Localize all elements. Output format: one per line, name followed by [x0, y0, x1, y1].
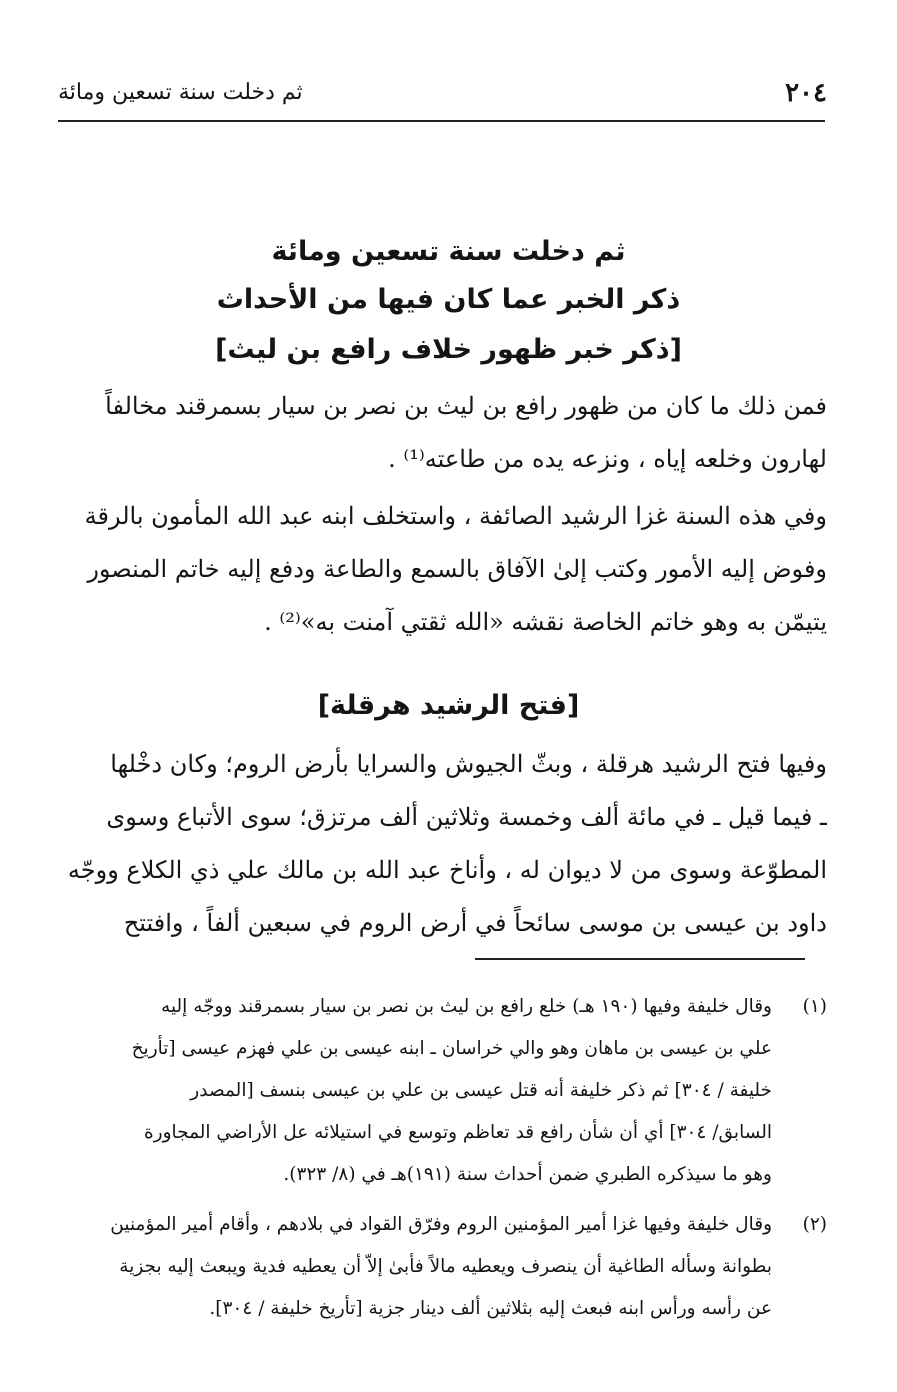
- text-line: لهارون وخلعه إياه ، ونزعه يده من طاعته⁽¹⁾ .: [388, 445, 827, 473]
- footnote-line: وهو ما سيذكره الطبري ضمن أحداث سنة (١٩١)هـ في (٨/ ٣٢٣).: [283, 1164, 772, 1185]
- heraclea-section-heading: [فتح الرشيد هرقلة]: [317, 690, 580, 721]
- footnote-rule: [475, 958, 805, 960]
- text-line: داود بن عيسى بن موسى سائحاً في أرض الروم في سبعين ألفاً ، وافتتح: [123, 909, 827, 937]
- footnote-marker: (٢): [802, 1214, 827, 1235]
- footnote-line: خليفة / ٣٠٤] ثم ذكر خليفة أنه قتل عيسى بن علي بن عيسى بنسف [المصدر: [190, 1080, 772, 1101]
- events-title: ذكر الخبر عما كان فيها من الأحداث: [216, 284, 681, 315]
- footnote-line: وقال خليفة وفيها غزا أمير المؤمنين الروم وفرّق القواد في بلادهم ، وأقام أمير المؤمنين: [110, 1214, 772, 1235]
- year-title: ثم دخلت سنة تسعين ومائة: [271, 236, 626, 267]
- footnote-line: وقال خليفة وفيها (١٩٠ هـ) خلع رافع بن ليث بن نصر بن سيار بسمرقند ووجّه إليه: [161, 996, 772, 1017]
- rafi-paragraph: [58, 380, 827, 486]
- running-title: ثم دخلت سنة تسعين ومائة: [58, 80, 303, 105]
- text-line: وفوض إليه الأمور وكتب إلىٰ الآفاق بالسمع والطاعة ودفع إليه خاتم المنصور: [87, 555, 827, 583]
- footnote-1: [58, 986, 827, 1196]
- footnote-body: [58, 986, 772, 1196]
- footnote-line: علي بن عيسى بن ماهان وهو والي خراسان ـ ابنه عيسى بن علي فهزم عيسى [تأريخ: [131, 1038, 772, 1059]
- rafi-section-heading: [ذكر خبر ظهور خلاف رافع بن ليث]: [215, 334, 682, 365]
- text-line: فمن ذلك ما كان من ظهور رافع بن ليث بن نصر بن سيار بسمرقند مخالفاً: [105, 392, 827, 420]
- footnote-line: بطوانة وسأله الطاغية أن ينصرف ويعطيه مالاً فأبىٰ إلاّ أن يعطيه فدية ويبعث إليه بجزية: [119, 1256, 772, 1277]
- heraclea-paragraph: [58, 738, 827, 950]
- text-line: المطوّعة وسوى من لا ديوان له ، وأناخ عبد الله بن مالك علي ذي الكلاع ووجّه: [67, 856, 827, 884]
- page-number: ٢٠٤: [785, 78, 827, 108]
- text-line: يتيمّن به وهو خاتم الخاصة نقشه «الله ثقتي آمنت به»⁽²⁾ .: [264, 608, 827, 636]
- text-line: وفيها فتح الرشيد هرقلة ، وبثّ الجيوش والسرايا بأرض الروم؛ وكان دخْلها: [110, 750, 827, 778]
- footnote-marker: (١): [802, 996, 827, 1017]
- footnote-2: [58, 1204, 827, 1330]
- header-rule: [58, 120, 825, 122]
- text-line: وفي هذه السنة غزا الرشيد الصائفة ، واستخلف ابنه عبد الله المأمون بالرقة: [84, 502, 827, 530]
- footnote-line: عن رأسه ورأس ابنه فبعث إليه بثلاثين ألف دينار جزية [تأريخ خليفة / ٣٠٤].: [209, 1298, 772, 1319]
- summer-campaign-paragraph: [58, 490, 827, 649]
- running-head: [58, 72, 827, 116]
- text-line: ـ فيما قيل ـ في مائة ألف وخمسة وثلاثين ألف مرتزق؛ سوى الأتباع وسوى: [106, 803, 827, 831]
- footnote-body: [58, 1204, 772, 1330]
- footnote-line: السابق/ ٣٠٤] أي أن شأن رافع قد تعاظم وتوسع في استيلائه عل الأراضي المجاورة: [143, 1122, 772, 1143]
